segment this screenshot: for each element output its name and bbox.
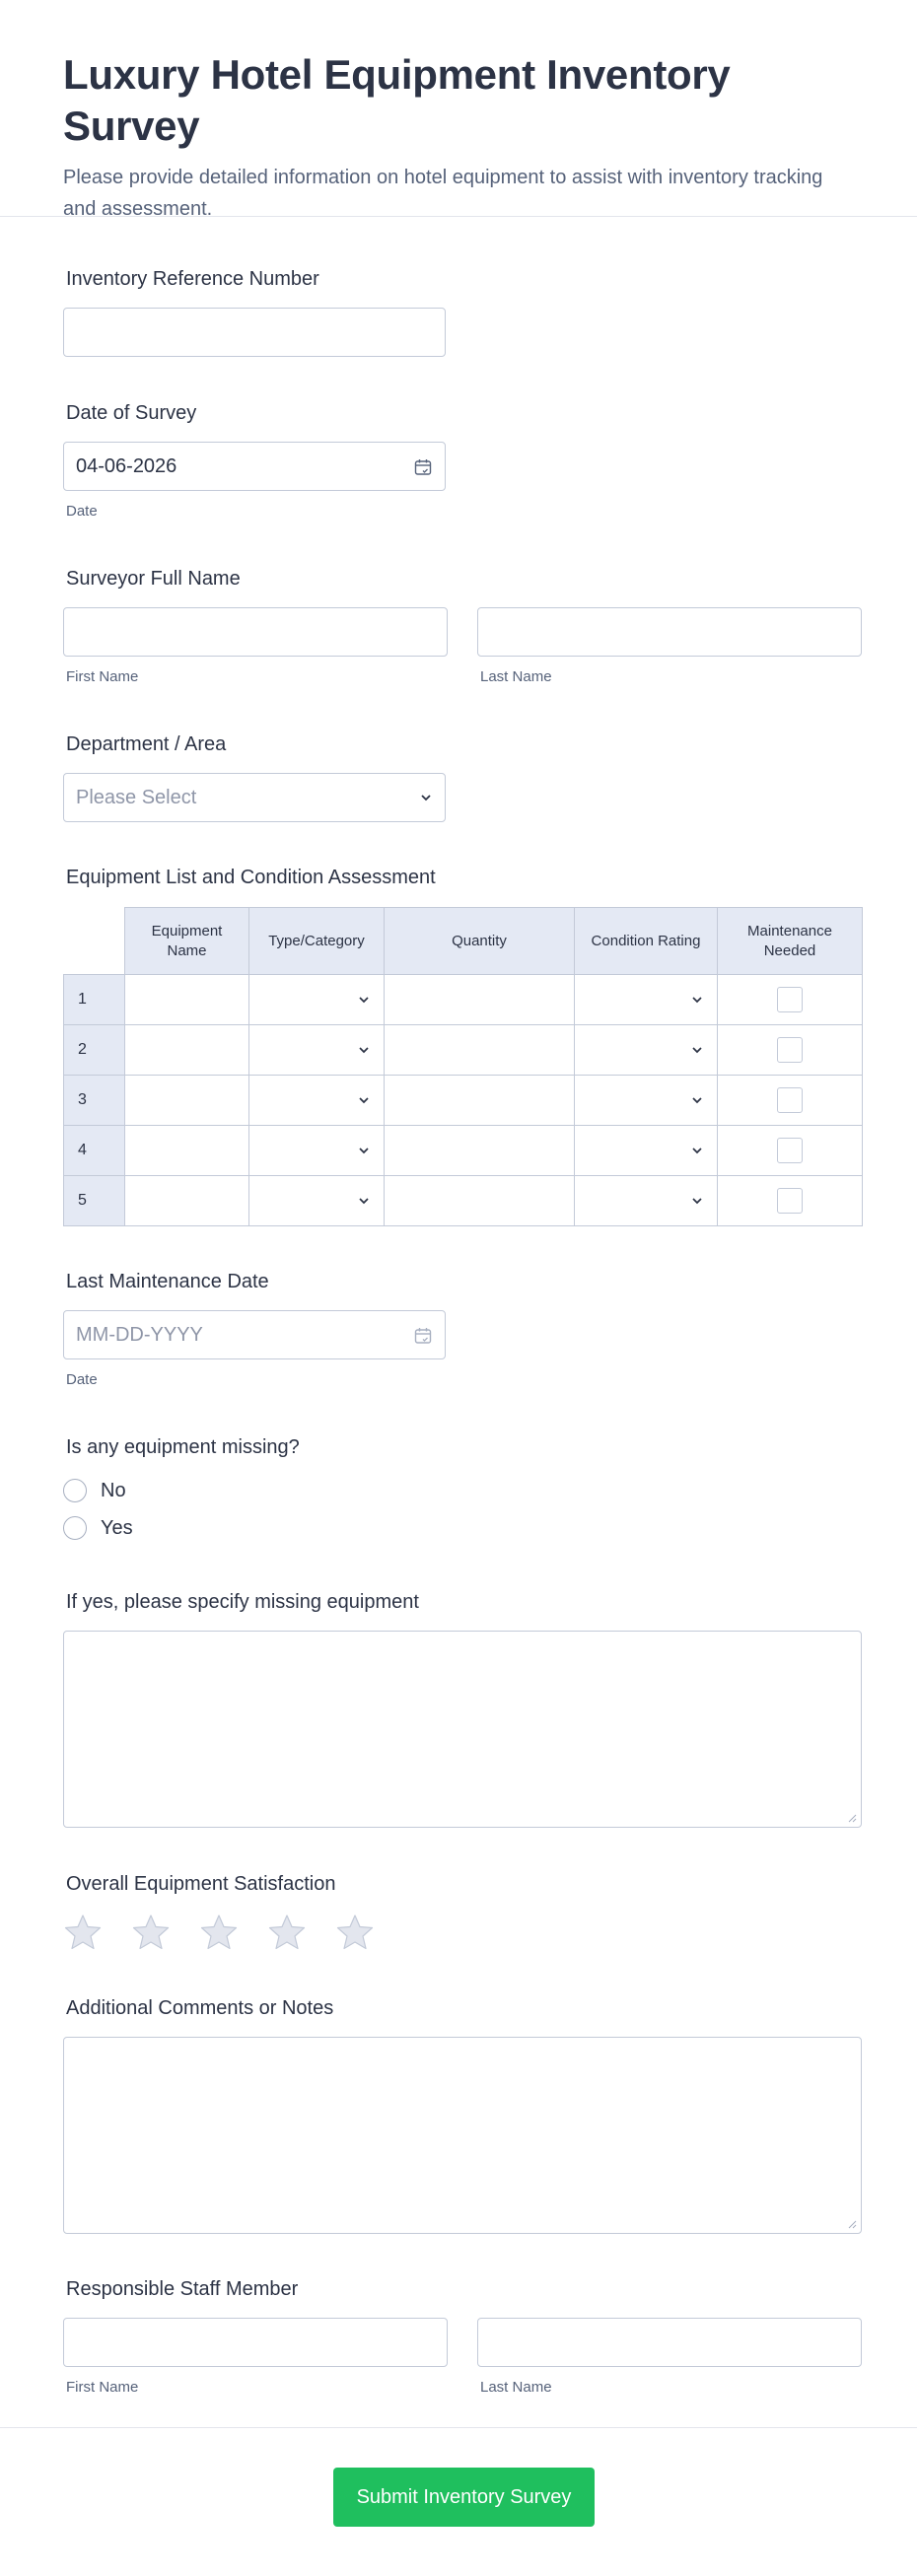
staff-first-name-sublabel: First Name <box>66 2379 139 2396</box>
comments-field <box>63 1995 862 2234</box>
equipment-table-label: Equipment List and Condition Assessment <box>66 867 436 888</box>
maintenance-checkbox[interactable] <box>777 987 803 1012</box>
equipment-table <box>63 907 863 1226</box>
resize-grip-icon[interactable] <box>847 1813 857 1823</box>
responsible-staff-field <box>63 2276 862 2396</box>
row-label: 1 <box>64 975 125 1025</box>
last-maintenance-field <box>63 1269 862 1388</box>
type-category-select[interactable] <box>249 1176 385 1226</box>
maintenance-checkbox[interactable] <box>777 1087 803 1113</box>
condition-rating-select[interactable] <box>575 1076 718 1126</box>
radio-option-no[interactable] <box>63 1479 862 1502</box>
calendar-icon[interactable] <box>414 458 432 476</box>
surveyor-first-name-input[interactable] <box>63 607 448 657</box>
date-of-survey-sublabel: Date <box>66 503 98 520</box>
type-category-select[interactable] <box>249 1076 385 1126</box>
quantity-cell[interactable] <box>385 1126 575 1176</box>
quantity-cell[interactable] <box>385 1176 575 1226</box>
surveyor-name-label: Surveyor Full Name <box>66 568 241 590</box>
condition-rating-select[interactable] <box>575 1176 718 1226</box>
table-row <box>64 975 863 1025</box>
star-icon[interactable] <box>131 1913 171 1952</box>
date-of-survey-input[interactable] <box>63 442 446 491</box>
inventory-ref-label: Inventory Reference Number <box>66 268 319 290</box>
chevron-down-icon <box>419 793 433 802</box>
type-category-select[interactable] <box>249 1126 385 1176</box>
missing-specify-textarea[interactable] <box>63 1631 862 1828</box>
maintenance-needed-cell <box>718 1126 863 1176</box>
maintenance-checkbox[interactable] <box>777 1188 803 1214</box>
star-icon[interactable] <box>335 1913 375 1952</box>
type-category-select[interactable] <box>249 975 385 1025</box>
department-label: Department / Area <box>66 733 227 755</box>
column-header: Maintenance Needed <box>718 908 863 975</box>
table-row <box>64 1126 863 1176</box>
radio-button[interactable] <box>63 1479 87 1502</box>
radio-label: Yes <box>101 1516 133 1539</box>
star-rating <box>63 1913 862 1952</box>
missing-equipment-label: Is any equipment missing? <box>66 1436 300 1458</box>
surveyor-last-name-input[interactable] <box>477 607 862 657</box>
date-of-survey-field <box>63 400 862 520</box>
quantity-cell[interactable] <box>385 975 575 1025</box>
chevron-down-icon <box>358 1147 370 1155</box>
staff-last-name-sublabel: Last Name <box>480 2379 552 2396</box>
chevron-down-icon <box>358 996 370 1005</box>
equipment-name-cell[interactable] <box>125 975 249 1025</box>
surveyor-last-name-sublabel: Last Name <box>480 668 552 685</box>
responsible-staff-label: Responsible Staff Member <box>66 2278 299 2300</box>
department-select[interactable] <box>63 773 446 822</box>
row-label: 4 <box>64 1126 125 1176</box>
date-of-survey-value: 04-06-2026 <box>76 454 177 477</box>
form-header <box>0 0 917 220</box>
equipment-name-cell[interactable] <box>125 1126 249 1176</box>
comments-label: Additional Comments or Notes <box>66 1997 334 2019</box>
staff-first-name-input[interactable] <box>63 2318 448 2367</box>
surveyor-first-name-sublabel: First Name <box>66 668 139 685</box>
equipment-table-field <box>63 865 862 890</box>
row-label: 3 <box>64 1076 125 1126</box>
chevron-down-icon <box>358 1046 370 1055</box>
chevron-down-icon <box>691 996 703 1005</box>
missing-specify-field <box>63 1589 862 1828</box>
radio-label: No <box>101 1479 126 1501</box>
type-category-select[interactable] <box>249 1025 385 1076</box>
chevron-down-icon <box>691 1096 703 1105</box>
maintenance-needed-cell <box>718 1025 863 1076</box>
equipment-name-cell[interactable] <box>125 1076 249 1126</box>
star-icon[interactable] <box>63 1913 103 1952</box>
department-field <box>63 731 862 822</box>
equipment-name-cell[interactable] <box>125 1025 249 1076</box>
missing-equipment-field <box>63 1434 862 1554</box>
maintenance-checkbox[interactable] <box>777 1037 803 1063</box>
form-footer <box>0 2427 917 2576</box>
column-header: Quantity <box>385 908 575 975</box>
maintenance-needed-cell <box>718 1176 863 1226</box>
maintenance-needed-cell <box>718 1076 863 1126</box>
condition-rating-select[interactable] <box>575 975 718 1025</box>
star-icon[interactable] <box>267 1913 307 1952</box>
chevron-down-icon <box>358 1197 370 1206</box>
table-corner <box>64 908 125 975</box>
inventory-ref-field <box>63 266 862 357</box>
last-maintenance-input[interactable] <box>63 1310 446 1359</box>
inventory-ref-input[interactable] <box>63 308 446 357</box>
missing-specify-label: If yes, please specify missing equipment <box>66 1591 419 1613</box>
comments-textarea[interactable] <box>63 2037 862 2234</box>
staff-last-name-input[interactable] <box>477 2318 862 2367</box>
chevron-down-icon <box>691 1046 703 1055</box>
chevron-down-icon <box>691 1197 703 1206</box>
quantity-cell[interactable] <box>385 1025 575 1076</box>
equipment-name-cell[interactable] <box>125 1176 249 1226</box>
row-label: 2 <box>64 1025 125 1076</box>
radio-option-yes[interactable] <box>63 1516 862 1540</box>
date-of-survey-label: Date of Survey <box>66 402 197 424</box>
last-maintenance-label: Last Maintenance Date <box>66 1271 269 1292</box>
last-maintenance-sublabel: Date <box>66 1371 98 1388</box>
table-row <box>64 1076 863 1126</box>
surveyor-name-field <box>63 566 862 685</box>
table-row <box>64 1025 863 1076</box>
condition-rating-select[interactable] <box>575 1126 718 1176</box>
page-subtitle: Please provide detailed information on hotel equipment to assist with inventory tracking and assessment. <box>63 167 823 220</box>
chevron-down-icon <box>691 1147 703 1155</box>
quantity-cell[interactable] <box>385 1076 575 1126</box>
satisfaction-field <box>63 1871 862 1952</box>
column-header: Type/Category <box>249 908 385 975</box>
condition-rating-select[interactable] <box>575 1025 718 1076</box>
table-row <box>64 1176 863 1226</box>
last-maintenance-placeholder: MM-DD-YYYY <box>76 1323 203 1346</box>
radio-button[interactable] <box>63 1516 87 1540</box>
department-placeholder: Please Select <box>76 786 197 808</box>
chevron-down-icon <box>358 1096 370 1105</box>
satisfaction-label: Overall Equipment Satisfaction <box>66 1873 336 1895</box>
column-header: Condition Rating <box>575 908 718 975</box>
submit-button[interactable]: Submit Inventory Survey <box>333 2468 595 2527</box>
row-label: 5 <box>64 1176 125 1226</box>
calendar-icon[interactable] <box>414 1327 432 1345</box>
maintenance-checkbox[interactable] <box>777 1138 803 1163</box>
column-header: Equipment Name <box>125 908 249 975</box>
maintenance-needed-cell <box>718 975 863 1025</box>
resize-grip-icon[interactable] <box>847 2219 857 2229</box>
star-icon[interactable] <box>199 1913 239 1952</box>
page-title: Luxury Hotel Equipment Inventory Survey <box>63 51 731 149</box>
